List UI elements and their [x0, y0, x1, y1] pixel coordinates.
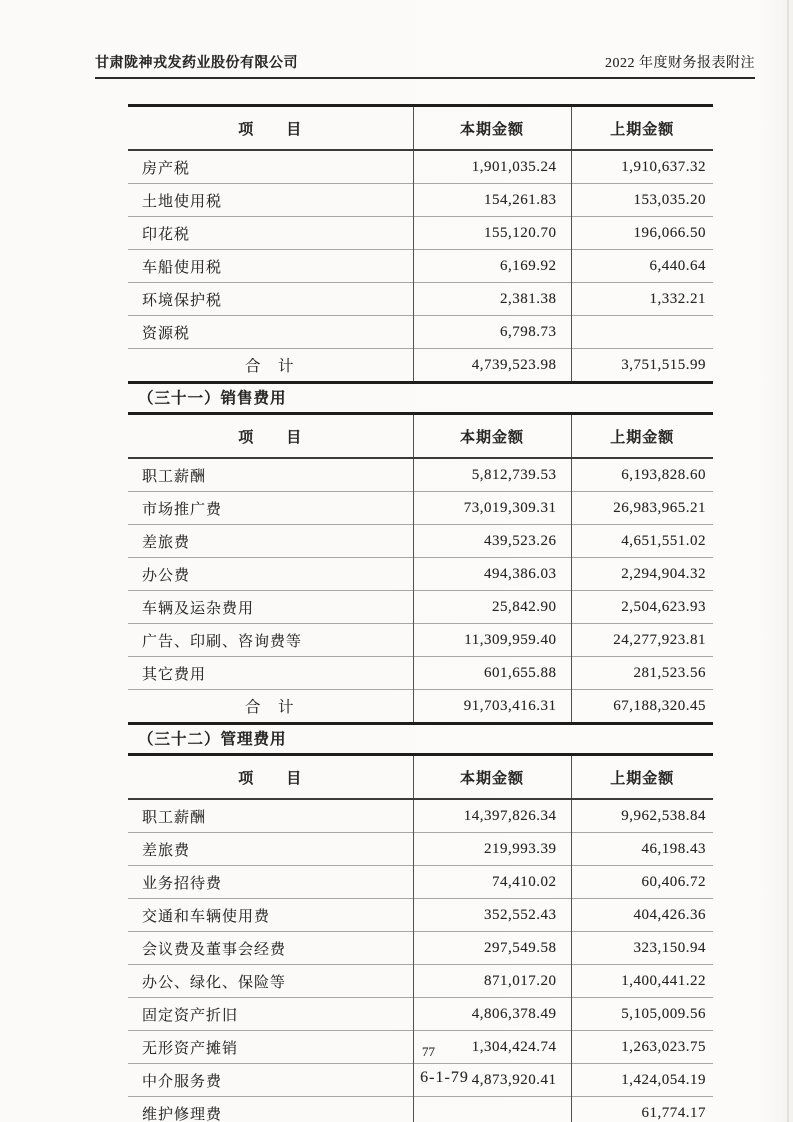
table-row	[128, 624, 713, 657]
section-title-selling-expenses: （三十一）销售费用	[138, 390, 287, 407]
row-label-cell: 广告、印刷、咨询费等	[128, 624, 413, 657]
current-amount-cell: 91,703,416.31	[413, 690, 571, 724]
table-row	[128, 217, 713, 250]
row-label-cell: 其它费用	[128, 657, 413, 690]
current-amount-cell: 297,549.58	[413, 932, 571, 965]
prior-amount-cell: 2,504,623.93	[571, 591, 713, 624]
current-amount-cell: 601,655.88	[413, 657, 571, 690]
prior-amount-cell: 5,105,009.56	[571, 998, 713, 1031]
current-amount-cell: 439,523.26	[413, 525, 571, 558]
table-row	[128, 833, 713, 866]
table-row	[128, 932, 713, 965]
table-row	[128, 998, 713, 1031]
current-amount-cell: 5,812,739.53	[413, 458, 571, 492]
table-row	[128, 866, 713, 899]
row-label-cell: 差旅费	[128, 833, 413, 866]
row-label-cell: 固定资产折旧	[128, 998, 413, 1031]
spacer	[0, 79, 793, 104]
table-row	[128, 965, 713, 998]
table-row	[128, 558, 713, 591]
row-label-cell: 房产税	[128, 150, 413, 184]
row-label-cell: 中介服务费	[128, 1064, 413, 1097]
prior-amount-cell: 323,150.94	[571, 932, 713, 965]
row-label-cell: 业务招待费	[128, 866, 413, 899]
table-header-row	[128, 106, 713, 151]
column-header-current-amount: 本期金额	[413, 755, 571, 800]
row-label-cell: 会议费及董事会经费	[128, 932, 413, 965]
column-header-item: 项 目	[128, 106, 413, 151]
table-total-row	[128, 690, 713, 724]
prior-amount-cell: 2,294,904.32	[571, 558, 713, 591]
table-total-row	[128, 349, 713, 383]
row-label-cell: 差旅费	[128, 525, 413, 558]
current-amount-cell: 14,397,826.34	[413, 799, 571, 833]
prior-amount-cell: 67,188,320.45	[571, 690, 713, 724]
prior-amount-cell: 1,910,637.32	[621, 158, 706, 175]
current-amount-cell: 2,381.38	[413, 283, 571, 316]
table-row	[128, 458, 713, 492]
prior-amount-cell	[571, 316, 713, 349]
current-amount-cell	[413, 1097, 571, 1122]
prior-amount-cell: 9,962,538.84	[621, 807, 706, 824]
row-label-cell: 维护修理费	[128, 1097, 413, 1122]
scan-edge-artifact	[787, 0, 789, 1122]
prior-amount-cell: 24,277,923.81	[571, 624, 713, 657]
current-amount-cell: 154,261.83	[413, 184, 571, 217]
prior-amount-cell: 281,523.56	[571, 657, 713, 690]
table-row	[128, 492, 713, 525]
section-title-admin-expenses: （三十二）管理费用	[138, 731, 287, 748]
selling-expenses-table	[128, 412, 713, 725]
prior-amount-cell: 60,406.72	[571, 866, 713, 899]
table-row	[128, 525, 713, 558]
prior-amount-cell: 153,035.20	[571, 184, 713, 217]
column-header-prior-amount: 上期金额	[571, 755, 713, 800]
document-number: 6-1-79	[420, 1069, 469, 1086]
current-amount-cell: 4,806,378.49	[413, 998, 571, 1031]
row-label-cell: 资源税	[128, 316, 413, 349]
table-row	[128, 657, 713, 690]
row-label-cell: 市场推广费	[128, 492, 413, 525]
company-name: 甘肃陇神戎发药业股份有限公司	[95, 56, 298, 71]
column-header-prior-amount: 上期金额	[571, 414, 713, 459]
prior-amount-cell: 1,263,023.75	[571, 1031, 713, 1064]
current-amount-cell: 871,017.20	[413, 965, 571, 998]
table-row	[128, 1097, 713, 1122]
current-amount-cell: 11,309,959.40	[413, 624, 571, 657]
prior-amount-cell: 1,332.21	[571, 283, 713, 316]
prior-amount-cell: 1,424,054.19	[571, 1064, 713, 1097]
table-row	[128, 250, 713, 283]
current-amount-cell: 1,304,424.74	[413, 1031, 571, 1064]
row-label-cell: 印花税	[128, 217, 413, 250]
current-amount-cell: 155,120.70	[413, 217, 571, 250]
report-title: 2022 年度财务报表附注	[605, 56, 755, 71]
row-label-cell: 环境保护税	[128, 283, 413, 316]
table-row	[128, 799, 713, 833]
prior-amount-cell: 1,400,441.22	[571, 965, 713, 998]
table-row	[128, 150, 713, 184]
row-label-cell: 办公费	[128, 558, 413, 591]
current-amount-cell: 4,873,920.41	[413, 1064, 571, 1097]
table-row	[128, 184, 713, 217]
current-amount-cell: 1,901,035.24	[413, 150, 571, 184]
column-header-current-amount: 本期金额	[413, 106, 571, 151]
prior-amount-cell: 61,774.17	[571, 1097, 713, 1122]
row-label-cell: 车船使用税	[128, 250, 413, 283]
row-label-cell: 无形资产摊销	[128, 1031, 413, 1064]
prior-amount-cell: 6,193,828.60	[621, 466, 706, 483]
page-footer	[0, 1044, 793, 1087]
row-label-cell: 土地使用税	[128, 184, 413, 217]
row-label-cell: 办公、绿化、保险等	[128, 965, 413, 998]
page-number: 77	[422, 1044, 435, 1059]
prior-amount-cell: 3,751,515.99	[571, 349, 713, 383]
prior-amount-cell: 26,983,965.21	[571, 492, 713, 525]
column-header-current-amount: 本期金额	[413, 414, 571, 459]
table-row	[128, 899, 713, 932]
current-amount-cell: 25,842.90	[413, 591, 571, 624]
current-amount-cell: 73,019,309.31	[413, 492, 571, 525]
prior-amount-cell: 6,440.64	[571, 250, 713, 283]
column-header-prior-amount: 上期金额	[571, 106, 713, 151]
row-label-cell: 合 计	[128, 690, 413, 724]
current-amount-cell: 6,169.92	[413, 250, 571, 283]
prior-amount-cell: 196,066.50	[571, 217, 713, 250]
current-amount-cell: 494,386.03	[413, 558, 571, 591]
table-row	[128, 591, 713, 624]
current-amount-cell: 4,739,523.98	[413, 349, 571, 383]
table-header-row	[128, 755, 713, 800]
prior-amount-cell: 404,426.36	[571, 899, 713, 932]
current-amount-cell: 74,410.02	[413, 866, 571, 899]
current-amount-cell: 219,993.39	[413, 833, 571, 866]
current-amount-cell: 352,552.43	[413, 899, 571, 932]
row-label-cell: 合 计	[128, 349, 413, 383]
row-label-cell: 职工薪酬	[128, 799, 413, 833]
taxes-table	[128, 104, 713, 384]
page-header	[95, 52, 755, 79]
column-header-item: 项 目	[128, 755, 413, 800]
table-header-row	[128, 414, 713, 459]
column-header-item: 项 目	[128, 414, 413, 459]
row-label-cell: 交通和车辆使用费	[128, 899, 413, 932]
prior-amount-cell: 4,651,551.02	[571, 525, 713, 558]
prior-amount-cell: 46,198.43	[571, 833, 713, 866]
table-row	[128, 283, 713, 316]
row-label-cell: 车辆及运杂费用	[128, 591, 413, 624]
row-label-cell: 职工薪酬	[128, 458, 413, 492]
current-amount-cell: 6,798.73	[413, 316, 571, 349]
table-row	[128, 316, 713, 349]
